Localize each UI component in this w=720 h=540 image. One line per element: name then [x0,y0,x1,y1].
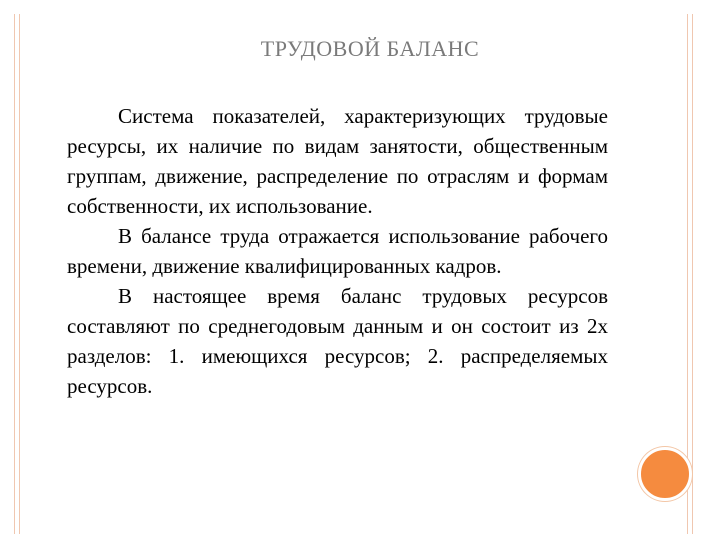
decorative-orange-circle [638,447,692,501]
slide-title [0,36,720,62]
slide-title-text: ТРУДОВОЙ БАЛАНС [260,36,480,61]
paragraph-1: Система показателей, характеризующих трудовые ресурсы, их наличие по видам занятости, общественным группам, движение, распределение по отраслям и формам собственности, их использование. [67,104,608,218]
slide-body [67,101,608,401]
paragraph-3: В настоящее время баланс трудовых ресурсов составляют по среднегодовым данным и он состоит из 2х разделов: 1. имеющихся ресурсов; 2. распределяемых ресурсов. [67,284,608,398]
paragraph-2: В балансе труда отражается использование рабочего времени, движение квалифицированных кадров. [67,224,608,278]
